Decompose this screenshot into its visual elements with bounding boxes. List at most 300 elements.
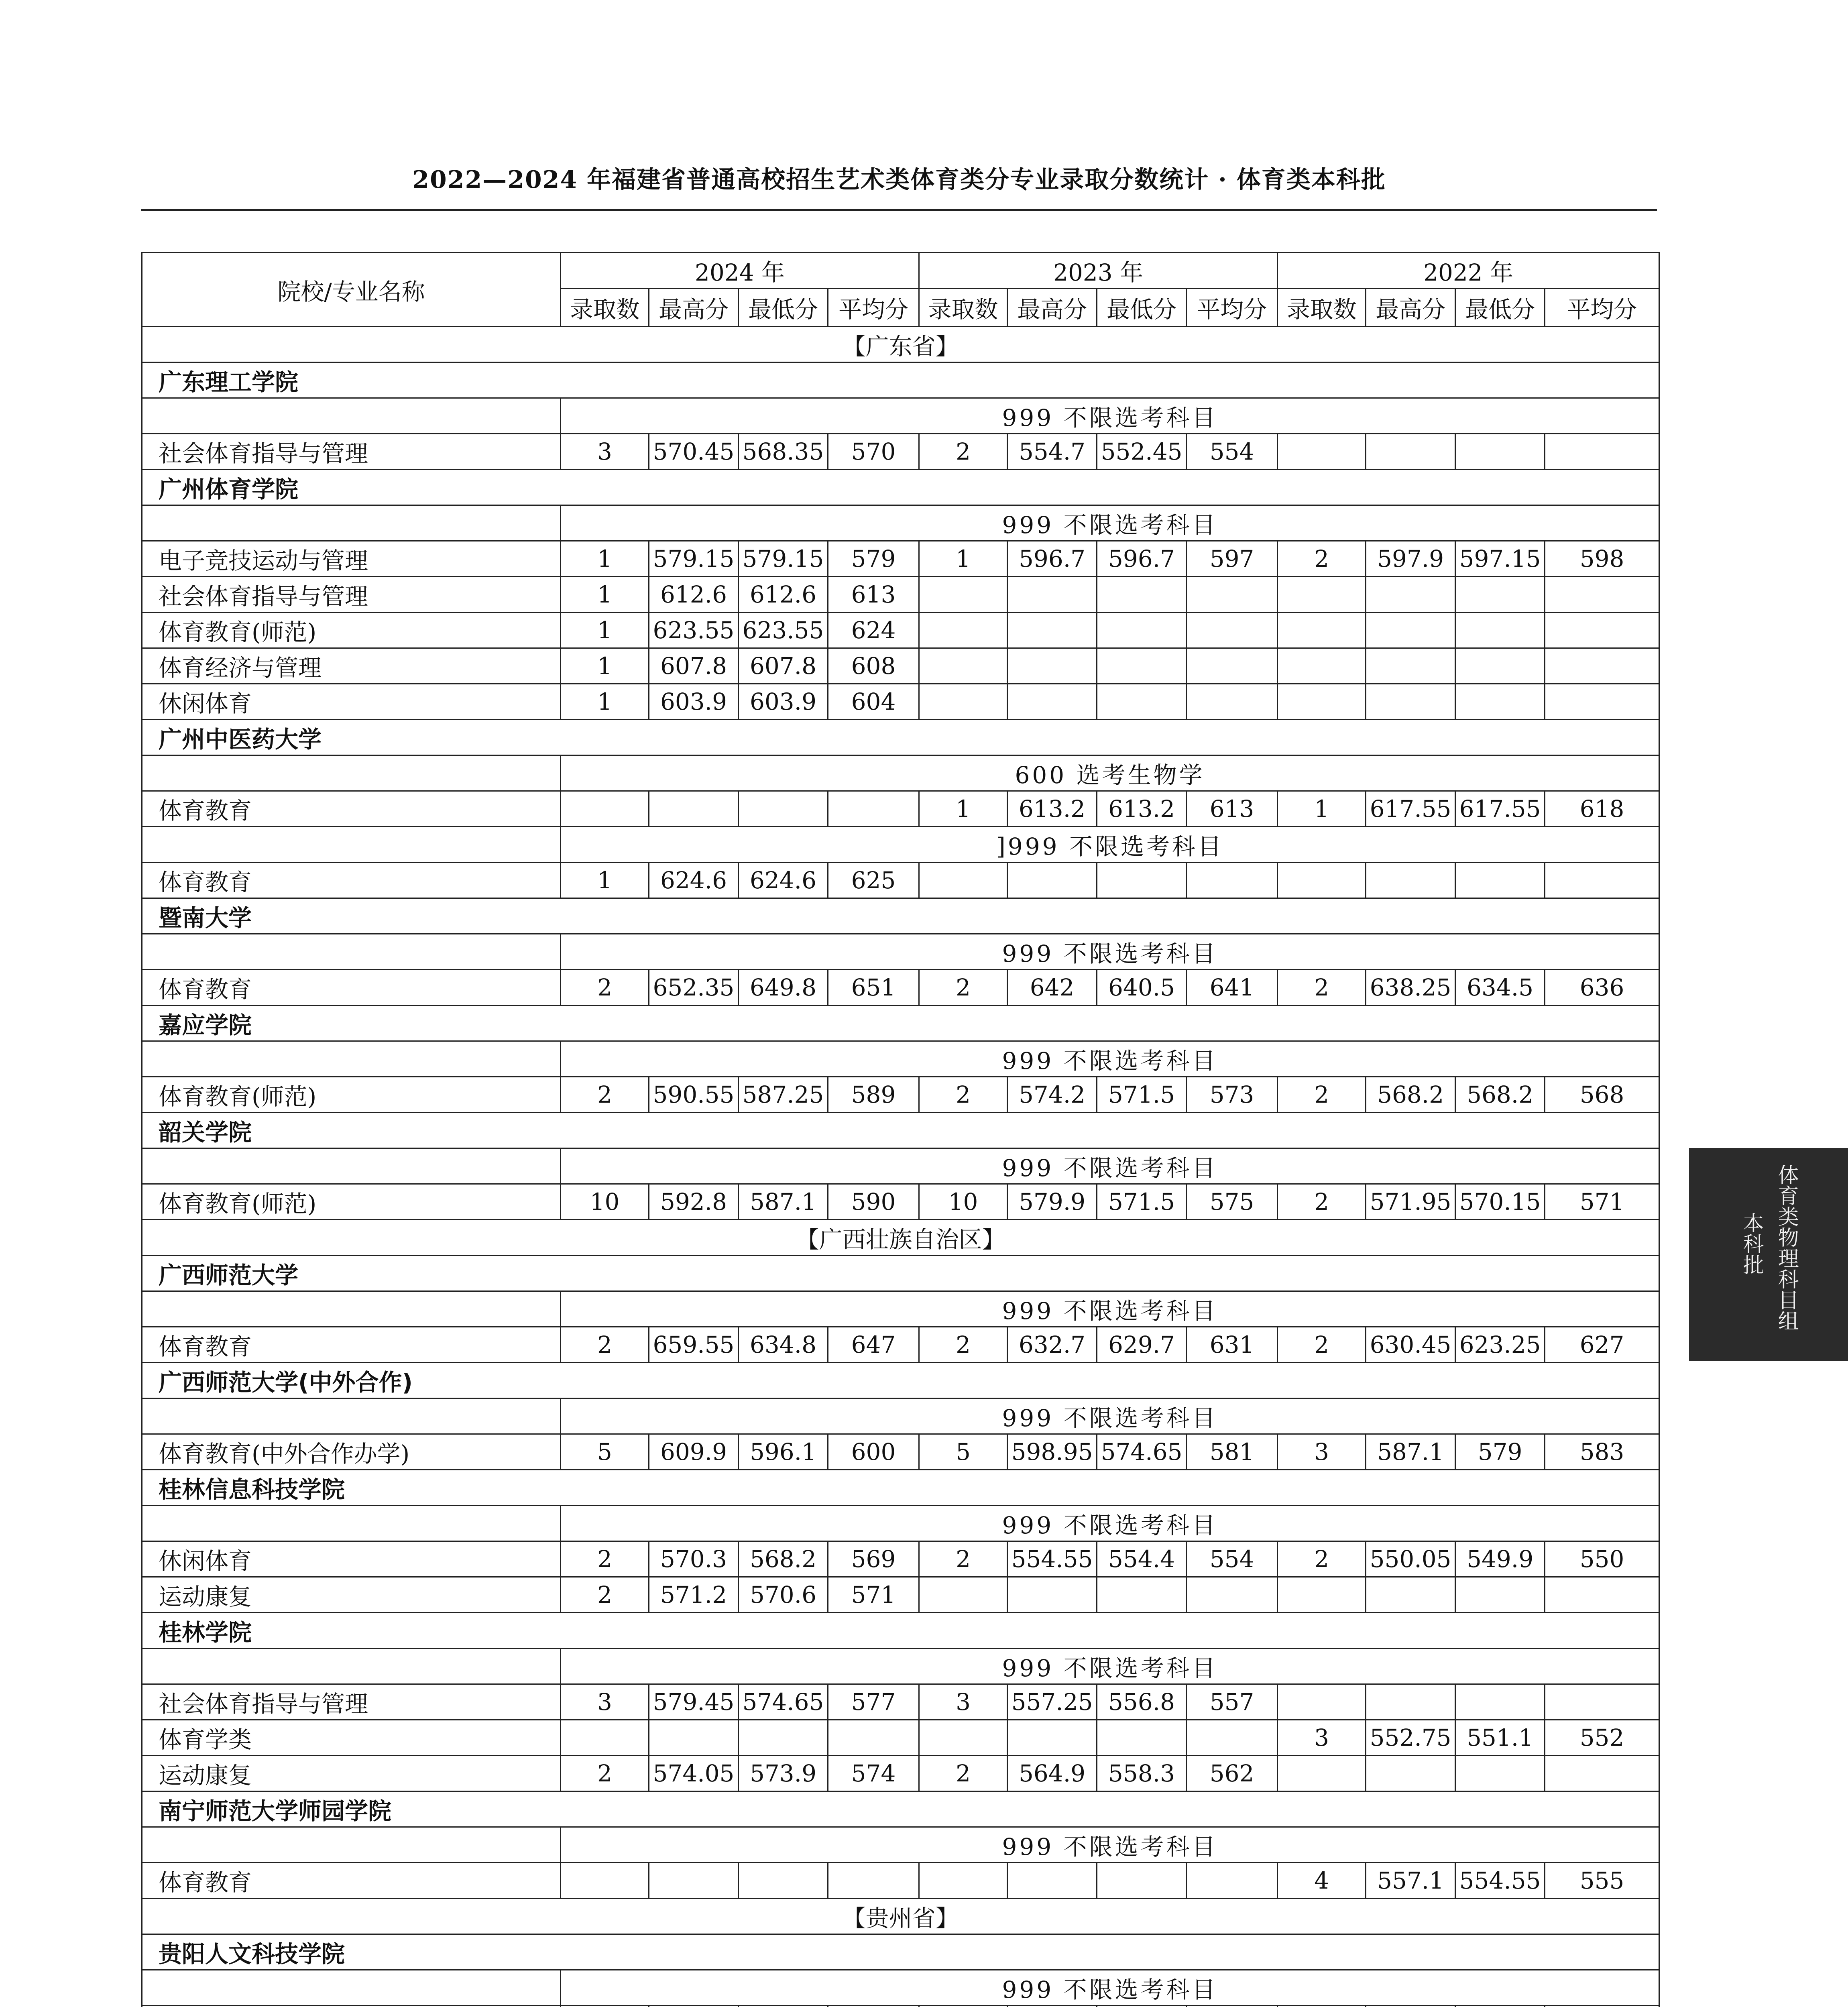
min-score-cell: 558.3 xyxy=(1097,1756,1187,1791)
admitted-count-cell: 5 xyxy=(561,1434,649,1470)
max-score-cell xyxy=(1366,863,1455,898)
max-score-cell xyxy=(649,791,739,827)
avg-score-cell: 618 xyxy=(1545,791,1659,827)
major-name: 社会体育指导与管理 xyxy=(142,434,561,470)
avg-score-cell xyxy=(1545,648,1659,684)
subject-row-blank-cell xyxy=(142,755,561,791)
major-name: 体育教育(师范) xyxy=(142,613,561,648)
admitted-count-cell xyxy=(919,863,1007,898)
max-score-cell: 609.9 xyxy=(649,1434,739,1470)
column-header-avg-score: 平均分 xyxy=(1187,289,1278,327)
column-header-admitted: 录取数 xyxy=(561,289,649,327)
avg-score-cell: 569 xyxy=(828,1541,919,1577)
min-score-cell: 574.65 xyxy=(739,1684,828,1720)
max-score-cell xyxy=(1007,684,1097,720)
min-score-cell xyxy=(1455,2006,1545,2007)
admitted-count-cell xyxy=(1278,2006,1366,2007)
table-row xyxy=(142,1577,1659,1613)
max-score-cell: 570.45 xyxy=(649,434,739,470)
min-score-cell xyxy=(1097,863,1187,898)
school-name: 广西师范大学 xyxy=(142,1256,1659,1291)
avg-score-cell xyxy=(1187,577,1278,613)
max-score-cell xyxy=(1366,1577,1455,1613)
avg-score-cell: 571 xyxy=(1545,1184,1659,1220)
min-score-cell: 603.9 xyxy=(739,684,828,720)
subject-requirement: 999 不限选考科目 xyxy=(561,1649,1659,1684)
avg-score-cell xyxy=(828,791,919,827)
subject-row-blank-cell xyxy=(142,1970,561,2006)
min-score-cell: 624.6 xyxy=(739,863,828,898)
avg-score-cell: 574 xyxy=(828,1756,919,1791)
admitted-count-cell: 2 xyxy=(919,970,1007,1006)
max-score-cell xyxy=(1366,434,1455,470)
admitted-count-cell xyxy=(1278,1684,1366,1720)
min-score-cell xyxy=(1097,1577,1187,1613)
major-name: 休闲体育 xyxy=(142,684,561,720)
min-score-cell: 552.45 xyxy=(1097,434,1187,470)
min-score-cell: 640.5 xyxy=(1097,970,1187,1006)
table-row xyxy=(142,577,1659,613)
min-score-cell: 568.2 xyxy=(739,1541,828,1577)
admitted-count-cell xyxy=(1278,1577,1366,1613)
admitted-count-cell xyxy=(1278,684,1366,720)
max-score-cell xyxy=(1007,648,1097,684)
min-score-cell: 568.2 xyxy=(1455,1077,1545,1113)
admitted-count-cell xyxy=(919,577,1007,613)
min-score-cell: 556.8 xyxy=(1097,1684,1187,1720)
min-score-cell xyxy=(1455,684,1545,720)
side-tab-label-subject-group: 体育类物理科目组 xyxy=(1774,1164,1799,1331)
column-header-institution-major: 院校/专业名称 xyxy=(142,253,561,327)
min-score-cell: 649.8 xyxy=(739,970,828,1006)
admitted-count-cell xyxy=(561,1720,649,1756)
subject-requirement-row xyxy=(142,934,1659,970)
major-name: 体育教育(师范) xyxy=(142,1077,561,1113)
max-score-cell: 571.95 xyxy=(1366,1184,1455,1220)
min-score-cell xyxy=(1097,648,1187,684)
table-row xyxy=(142,434,1659,470)
table-row xyxy=(142,970,1659,1006)
subject-row-blank-cell xyxy=(142,934,561,970)
max-score-cell: 552.75 xyxy=(1366,1720,1455,1756)
min-score-cell: 587.25 xyxy=(739,1077,828,1113)
admitted-count-cell: 2 xyxy=(1278,1077,1366,1113)
min-score-cell: 607.8 xyxy=(739,648,828,684)
max-score-cell: 613.2 xyxy=(1007,791,1097,827)
major-name: 体育教育(师范) xyxy=(142,1184,561,1220)
subject-requirement: 999 不限选考科目 xyxy=(561,505,1659,541)
min-score-cell xyxy=(739,1863,828,1899)
school-row xyxy=(142,720,1659,755)
table-row xyxy=(142,613,1659,648)
admitted-count-cell: 3 xyxy=(561,434,649,470)
admitted-count-cell xyxy=(919,684,1007,720)
avg-score-cell: 570 xyxy=(828,434,919,470)
table-row xyxy=(142,1756,1659,1791)
admitted-count-cell: 2 xyxy=(561,1577,649,1613)
avg-score-cell: 608 xyxy=(828,648,919,684)
avg-score-cell xyxy=(1187,613,1278,648)
min-score-cell xyxy=(739,2006,828,2007)
school-name: 广西师范大学(中外合作) xyxy=(142,1363,1659,1398)
school-name: 南宁师范大学师园学院 xyxy=(142,1791,1659,1827)
avg-score-cell: 624 xyxy=(828,613,919,648)
max-score-cell: 570.3 xyxy=(649,1541,739,1577)
column-header-min-score: 最低分 xyxy=(739,289,828,327)
admitted-count-cell xyxy=(1278,863,1366,898)
admitted-count-cell: 2 xyxy=(1278,1541,1366,1577)
max-score-cell: 652.35 xyxy=(649,970,739,1006)
max-score-cell xyxy=(1007,863,1097,898)
school-name: 贵阳人文科技学院 xyxy=(142,1934,1659,1970)
column-header-min-score: 最低分 xyxy=(1097,289,1187,327)
max-score-cell: 630.45 xyxy=(1366,1327,1455,1363)
subject-requirement-row xyxy=(142,1148,1659,1184)
min-score-cell xyxy=(1455,434,1545,470)
avg-score-cell: 613 xyxy=(1187,791,1278,827)
min-score-cell: 549.9 xyxy=(1455,1541,1545,1577)
min-score-cell: 568.35 xyxy=(739,434,828,470)
max-score-cell: 624.6 xyxy=(649,863,739,898)
avg-score-cell: 554 xyxy=(1187,1541,1278,1577)
min-score-cell: 554.4 xyxy=(1097,1541,1187,1577)
admitted-count-cell xyxy=(561,791,649,827)
table-row xyxy=(142,1327,1659,1363)
max-score-cell: 642 xyxy=(1007,970,1097,1006)
school-name: 暨南大学 xyxy=(142,898,1659,934)
avg-score-cell: 557 xyxy=(1187,1684,1278,1720)
subject-requirement: 999 不限选考科目 xyxy=(561,1827,1659,1863)
admission-score-table xyxy=(141,252,1660,2007)
school-name: 广州体育学院 xyxy=(142,470,1659,505)
school-row xyxy=(142,362,1659,398)
admitted-count-cell xyxy=(1278,577,1366,613)
avg-score-cell: 577 xyxy=(828,1684,919,1720)
min-score-cell xyxy=(739,1720,828,1756)
min-score-cell: 551.1 xyxy=(1455,1720,1545,1756)
header-divider xyxy=(141,209,1657,211)
max-score-cell xyxy=(1007,613,1097,648)
min-score-cell: 613.2 xyxy=(1097,791,1187,827)
min-score-cell: 623.25 xyxy=(1455,1327,1545,1363)
max-score-cell: 574.05 xyxy=(649,1756,739,1791)
subject-requirement: 999 不限选考科目 xyxy=(561,1398,1659,1434)
table-row xyxy=(142,863,1659,898)
subject-requirement-row xyxy=(142,398,1659,434)
column-header-max-score: 最高分 xyxy=(649,289,739,327)
max-score-cell: 598.95 xyxy=(1007,1434,1097,1470)
avg-score-cell xyxy=(1187,863,1278,898)
admitted-count-cell: 2 xyxy=(1278,541,1366,577)
avg-score-cell: 568 xyxy=(1545,1077,1659,1113)
min-score-cell: 629.7 xyxy=(1097,1327,1187,1363)
max-score-cell xyxy=(649,1720,739,1756)
admitted-count-cell: 3 xyxy=(919,1684,1007,1720)
min-score-cell: 596.7 xyxy=(1097,541,1187,577)
subject-requirement: 999 不限选考科目 xyxy=(561,934,1659,970)
avg-score-cell: 575 xyxy=(1187,1184,1278,1220)
subject-requirement-row xyxy=(142,827,1659,863)
school-row xyxy=(142,1006,1659,1041)
major-name: 运动康复 xyxy=(142,1577,561,1613)
admitted-count-cell: 2 xyxy=(561,1077,649,1113)
min-score-cell: 570.6 xyxy=(739,1577,828,1613)
major-name: 休闲体育 xyxy=(142,1541,561,1577)
province-heading-row xyxy=(142,327,1659,362)
column-header-year: 2024 年 xyxy=(561,253,919,289)
major-name: 体育教育(中外合作办学) xyxy=(142,1434,561,1470)
min-score-cell: 617.55 xyxy=(1455,791,1545,827)
max-score-cell: 579.45 xyxy=(649,1684,739,1720)
subject-row-blank-cell xyxy=(142,1649,561,1684)
major-name: 电子竞技运动与管理 xyxy=(142,541,561,577)
max-score-cell: 590.55 xyxy=(649,1077,739,1113)
avg-score-cell: 581 xyxy=(1187,1434,1278,1470)
min-score-cell xyxy=(1455,1684,1545,1720)
table-row xyxy=(142,1434,1659,1470)
min-score-cell xyxy=(1097,684,1187,720)
max-score-cell: 564.9 xyxy=(1007,1756,1097,1791)
admitted-count-cell: 1 xyxy=(561,684,649,720)
province-heading: 【广西壮族自治区】 xyxy=(142,1220,1659,1256)
subject-row-blank-cell xyxy=(142,1148,561,1184)
max-score-cell: 574.2 xyxy=(1007,1077,1097,1113)
avg-score-cell: 590 xyxy=(828,1184,919,1220)
admitted-count-cell: 10 xyxy=(919,1184,1007,1220)
max-score-cell: 659.55 xyxy=(649,1327,739,1363)
subject-row-blank-cell xyxy=(142,1041,561,1077)
subject-row-blank-cell xyxy=(142,505,561,541)
admitted-count-cell xyxy=(919,1863,1007,1899)
min-score-cell: 573.9 xyxy=(739,1756,828,1791)
admitted-count-cell: 2 xyxy=(561,970,649,1006)
avg-score-cell: 583 xyxy=(1545,1434,1659,1470)
school-row xyxy=(142,898,1659,934)
max-score-cell: 592.8 xyxy=(649,1184,739,1220)
avg-score-cell xyxy=(1545,2006,1659,2007)
avg-score-cell xyxy=(1545,863,1659,898)
avg-score-cell: 636 xyxy=(1545,970,1659,1006)
avg-score-cell xyxy=(1545,1756,1659,1791)
min-score-cell xyxy=(1097,1720,1187,1756)
province-heading-row xyxy=(142,1220,1659,1256)
subject-requirement-row xyxy=(142,755,1659,791)
province-heading-row xyxy=(142,1899,1659,1934)
max-score-cell xyxy=(1007,1863,1097,1899)
major-name: 社会体育指导与管理 xyxy=(142,577,561,613)
admitted-count-cell: 1 xyxy=(919,541,1007,577)
admitted-count-cell xyxy=(1278,434,1366,470)
min-score-cell: 571.5 xyxy=(1097,1077,1187,1113)
school-row xyxy=(142,1791,1659,1827)
avg-score-cell xyxy=(828,2006,919,2007)
column-header-avg-score: 平均分 xyxy=(1545,289,1659,327)
max-score-cell: 568.2 xyxy=(1366,1077,1455,1113)
side-section-tab xyxy=(1689,1148,1848,1361)
max-score-cell: 550.05 xyxy=(1366,1541,1455,1577)
table-row xyxy=(142,1541,1659,1577)
max-score-cell xyxy=(1366,1684,1455,1720)
min-score-cell: 596.1 xyxy=(739,1434,828,1470)
school-name: 韶关学院 xyxy=(142,1113,1659,1148)
table-row xyxy=(142,1863,1659,1899)
column-header-year: 2023 年 xyxy=(919,253,1278,289)
subject-requirement: 600 选考生物学 xyxy=(561,755,1659,791)
min-score-cell: 597.15 xyxy=(1455,541,1545,577)
admitted-count-cell xyxy=(919,1720,1007,1756)
max-score-cell: 596.7 xyxy=(1007,541,1097,577)
school-row xyxy=(142,1470,1659,1506)
subject-row-blank-cell xyxy=(142,827,561,863)
avg-score-cell xyxy=(1187,1577,1278,1613)
table-row xyxy=(142,1077,1659,1113)
avg-score-cell xyxy=(1187,1863,1278,1899)
min-score-cell xyxy=(1455,1756,1545,1791)
table-row xyxy=(142,541,1659,577)
province-heading: 【广东省】 xyxy=(142,327,1659,362)
min-score-cell: 579 xyxy=(1455,1434,1545,1470)
avg-score-cell: 598 xyxy=(1545,541,1659,577)
table-row xyxy=(142,1684,1659,1720)
major-name xyxy=(142,2006,561,2007)
max-score-cell: 597.9 xyxy=(1366,541,1455,577)
admitted-count-cell: 4 xyxy=(1278,1863,1366,1899)
max-score-cell: 554.55 xyxy=(1007,1541,1097,1577)
max-score-cell xyxy=(649,1863,739,1899)
max-score-cell: 571.2 xyxy=(649,1577,739,1613)
min-score-cell xyxy=(1455,648,1545,684)
admitted-count-cell: 2 xyxy=(561,1327,649,1363)
major-name: 运动康复 xyxy=(142,1756,561,1791)
table-row xyxy=(142,1184,1659,1220)
max-score-cell xyxy=(1366,648,1455,684)
avg-score-cell: 647 xyxy=(828,1327,919,1363)
min-score-cell xyxy=(1455,577,1545,613)
avg-score-cell xyxy=(1545,613,1659,648)
subject-requirement: ]999 不限选考科目 xyxy=(561,827,1659,863)
max-score-cell: 579.9 xyxy=(1007,1184,1097,1220)
school-row xyxy=(142,1113,1659,1148)
school-name: 桂林信息科技学院 xyxy=(142,1470,1659,1506)
school-row xyxy=(142,1363,1659,1398)
table-row xyxy=(142,684,1659,720)
subject-row-blank-cell xyxy=(142,1827,561,1863)
admitted-count-cell xyxy=(1278,1756,1366,1791)
max-score-cell xyxy=(1007,577,1097,613)
page-header-title: 2022—2024 年福建省普通高校招生艺术类体育类分专业录取分数统计 · 体育类本科批 xyxy=(412,166,1386,194)
avg-score-cell: 571 xyxy=(828,1577,919,1613)
min-score-cell xyxy=(1097,2006,1187,2007)
school-name: 广州中医药大学 xyxy=(142,720,1659,755)
school-row xyxy=(142,1256,1659,1291)
avg-score-cell: 604 xyxy=(828,684,919,720)
max-score-cell: 612.6 xyxy=(649,577,739,613)
subject-requirement-row xyxy=(142,1291,1659,1327)
admitted-count-cell: 3 xyxy=(561,1684,649,1720)
avg-score-cell: 552 xyxy=(1545,1720,1659,1756)
max-score-cell: 638.25 xyxy=(1366,970,1455,1006)
major-name: 社会体育指导与管理 xyxy=(142,1684,561,1720)
admitted-count-cell: 1 xyxy=(561,613,649,648)
admitted-count-cell: 1 xyxy=(1278,791,1366,827)
avg-score-cell: 597 xyxy=(1187,541,1278,577)
min-score-cell xyxy=(739,791,828,827)
max-score-cell: 623.55 xyxy=(649,613,739,648)
max-score-cell xyxy=(1007,1577,1097,1613)
admitted-count-cell xyxy=(919,1577,1007,1613)
avg-score-cell xyxy=(1545,1577,1659,1613)
subject-requirement-row xyxy=(142,1041,1659,1077)
admitted-count-cell: 2 xyxy=(561,1541,649,1577)
min-score-cell xyxy=(1455,863,1545,898)
avg-score-cell: 641 xyxy=(1187,970,1278,1006)
school-row xyxy=(142,1934,1659,1970)
major-name: 体育教育 xyxy=(142,863,561,898)
school-name: 桂林学院 xyxy=(142,1613,1659,1649)
major-name: 体育教育 xyxy=(142,791,561,827)
max-score-cell: 603.9 xyxy=(649,684,739,720)
avg-score-cell xyxy=(1187,648,1278,684)
min-score-cell: 574.65 xyxy=(1097,1434,1187,1470)
avg-score-cell: 631 xyxy=(1187,1327,1278,1363)
avg-score-cell xyxy=(828,1720,919,1756)
column-header-admitted: 录取数 xyxy=(919,289,1007,327)
avg-score-cell: 550 xyxy=(1545,1541,1659,1577)
min-score-cell xyxy=(1097,577,1187,613)
subject-requirement-row xyxy=(142,1970,1659,2006)
column-header-year: 2022 年 xyxy=(1278,253,1659,289)
column-header-avg-score: 平均分 xyxy=(828,289,919,327)
subject-requirement: 999 不限选考科目 xyxy=(561,1041,1659,1077)
admitted-count-cell: 1 xyxy=(561,577,649,613)
avg-score-cell: 627 xyxy=(1545,1327,1659,1363)
avg-score-cell: 600 xyxy=(828,1434,919,1470)
admitted-count-cell: 2 xyxy=(1278,1327,1366,1363)
min-score-cell xyxy=(1455,1577,1545,1613)
avg-score-cell xyxy=(1187,684,1278,720)
column-header-min-score: 最低分 xyxy=(1455,289,1545,327)
side-tab-label-batch: 本科批 xyxy=(1739,1212,1763,1275)
major-name: 体育教育 xyxy=(142,1327,561,1363)
min-score-cell: 623.55 xyxy=(739,613,828,648)
school-name: 嘉应学院 xyxy=(142,1006,1659,1041)
avg-score-cell: 573 xyxy=(1187,1077,1278,1113)
min-score-cell xyxy=(1097,613,1187,648)
table-body xyxy=(142,327,1659,2007)
max-score-cell: 617.55 xyxy=(1366,791,1455,827)
max-score-cell xyxy=(1366,1756,1455,1791)
admitted-count-cell: 2 xyxy=(919,1327,1007,1363)
subject-requirement-row xyxy=(142,1506,1659,1541)
school-name: 广东理工学院 xyxy=(142,362,1659,398)
major-name: 体育教育 xyxy=(142,1863,561,1899)
min-score-cell: 571.5 xyxy=(1097,1184,1187,1220)
max-score-cell: 557.1 xyxy=(1366,1863,1455,1899)
subject-requirement: 999 不限选考科目 xyxy=(561,1148,1659,1184)
max-score-cell: 607.8 xyxy=(649,648,739,684)
subject-requirement-row xyxy=(142,1827,1659,1863)
max-score-cell xyxy=(1366,577,1455,613)
subject-requirement: 999 不限选考科目 xyxy=(561,1506,1659,1541)
admitted-count-cell: 1 xyxy=(561,863,649,898)
admitted-count-cell xyxy=(561,2006,649,2007)
school-row xyxy=(142,470,1659,505)
admitted-count-cell: 10 xyxy=(561,1184,649,1220)
max-score-cell xyxy=(1007,2006,1097,2007)
subject-requirement: 999 不限选考科目 xyxy=(561,398,1659,434)
admitted-count-cell: 1 xyxy=(561,648,649,684)
max-score-cell: 554.7 xyxy=(1007,434,1097,470)
